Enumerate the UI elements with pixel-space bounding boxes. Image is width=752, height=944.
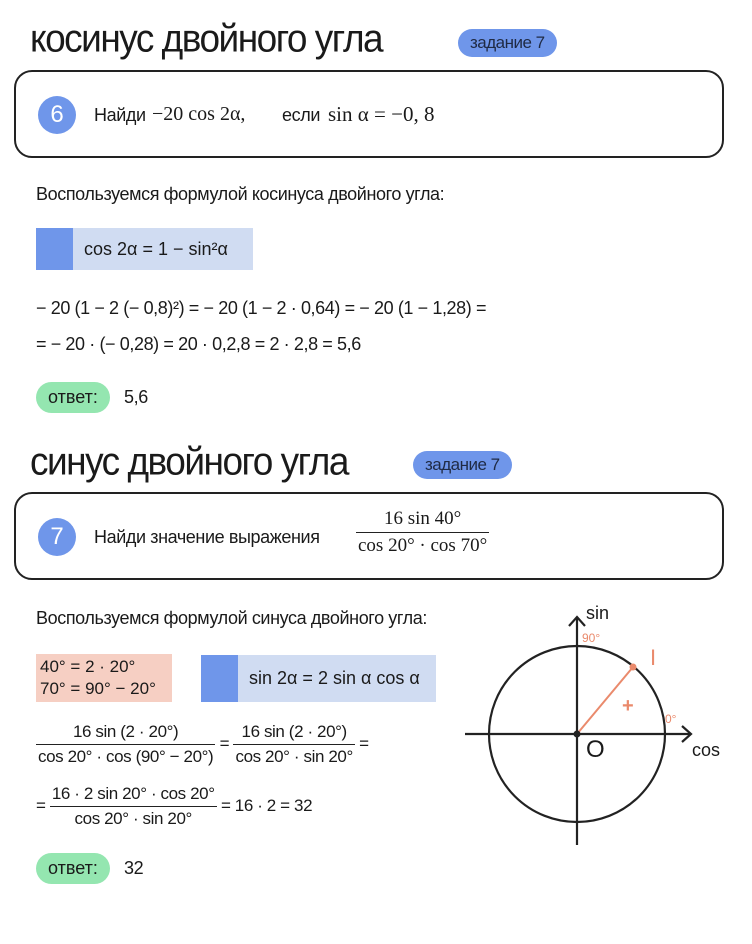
point-label: I xyxy=(650,645,657,670)
origin-point xyxy=(574,731,581,738)
answer-label: ответ: xyxy=(36,382,110,413)
task-condition: sin α = −0, 8 xyxy=(328,102,435,126)
task-badge: задание 7 xyxy=(413,451,512,479)
task-expression: −20 cos 2α, xyxy=(152,103,246,125)
formula-box xyxy=(201,655,436,702)
task-fraction: $\frac{16 \sin 40^\circ}{\cos 20^\circ \cdot \cos 70^\circ}$ xyxy=(358,508,488,556)
quadrant-sign: + xyxy=(622,695,634,717)
formula-accent-bar xyxy=(201,655,238,702)
solution-step-2: = − 20 · (− 0,28) = 20 · 0,2,8 = 2 · 2,8 = 5,6 xyxy=(36,334,361,354)
intro-text: Воспользуемся формулой косинуса двойного угла: xyxy=(36,184,445,204)
angle-0-label: 0° xyxy=(665,712,677,726)
formula-text: sin 2α = 2 sin α cos α xyxy=(249,668,420,688)
task-condition-word: если xyxy=(282,105,320,125)
task-badge: задание 7 xyxy=(458,29,557,57)
solution-step-2: = $\frac{16 \cdot 2 \sin 20^\circ \cdot \cos 20^\circ}{\cos 20^\circ \cdot \sin 20^\circ}$ = 16 · 2 = 32 xyxy=(36,784,313,828)
task-number: 6 xyxy=(38,96,76,134)
formula-box xyxy=(36,228,253,270)
answer-value: 5,6 xyxy=(124,387,148,407)
formula-text: cos 2α = 1 − sin²α xyxy=(84,239,228,259)
task-prefix: Найди значение выражения xyxy=(94,527,320,547)
sin-axis-label: sin xyxy=(586,603,610,623)
solution-step-1: $\frac{16 \sin (2 \cdot 20^\circ)}{\cos 20^\circ \cdot \cos (90^\circ - 20^\circ)}$ = $\frac{16 \sin (2 \cdot 20^\circ)}{\cos 20^\circ \cdot \sin 20^\circ}$ = xyxy=(38,722,369,766)
answer-label: ответ: xyxy=(36,853,110,884)
point-on-circle xyxy=(630,664,637,671)
task-prefix: Найди xyxy=(94,105,146,125)
cos-axis-label: cos xyxy=(692,740,721,760)
task-card-7 xyxy=(14,492,724,580)
task-number: 7 xyxy=(38,518,76,556)
origin-label: O xyxy=(586,736,605,763)
hint-box: 40° = 2 · 20° 70° = 90° − 20° xyxy=(36,654,172,702)
angle-90-label: 90° xyxy=(582,631,601,645)
intro-text: Воспользуемся формулой синуса двойного угла: xyxy=(36,608,427,628)
section-title-cosine: косинус двойного угла xyxy=(30,16,383,61)
task-card-6 xyxy=(14,70,724,158)
unit-circle-diagram xyxy=(460,595,752,855)
solution-step-1: − 20 (1 − 2 (− 0,8)²) = − 20 (1 − 2 · 0,64) = − 20 (1 − 1,28) = xyxy=(36,298,487,318)
answer-value: 32 xyxy=(124,858,144,878)
section-title-sine: синус двойного угла xyxy=(30,439,348,484)
formula-accent-bar xyxy=(36,228,73,270)
